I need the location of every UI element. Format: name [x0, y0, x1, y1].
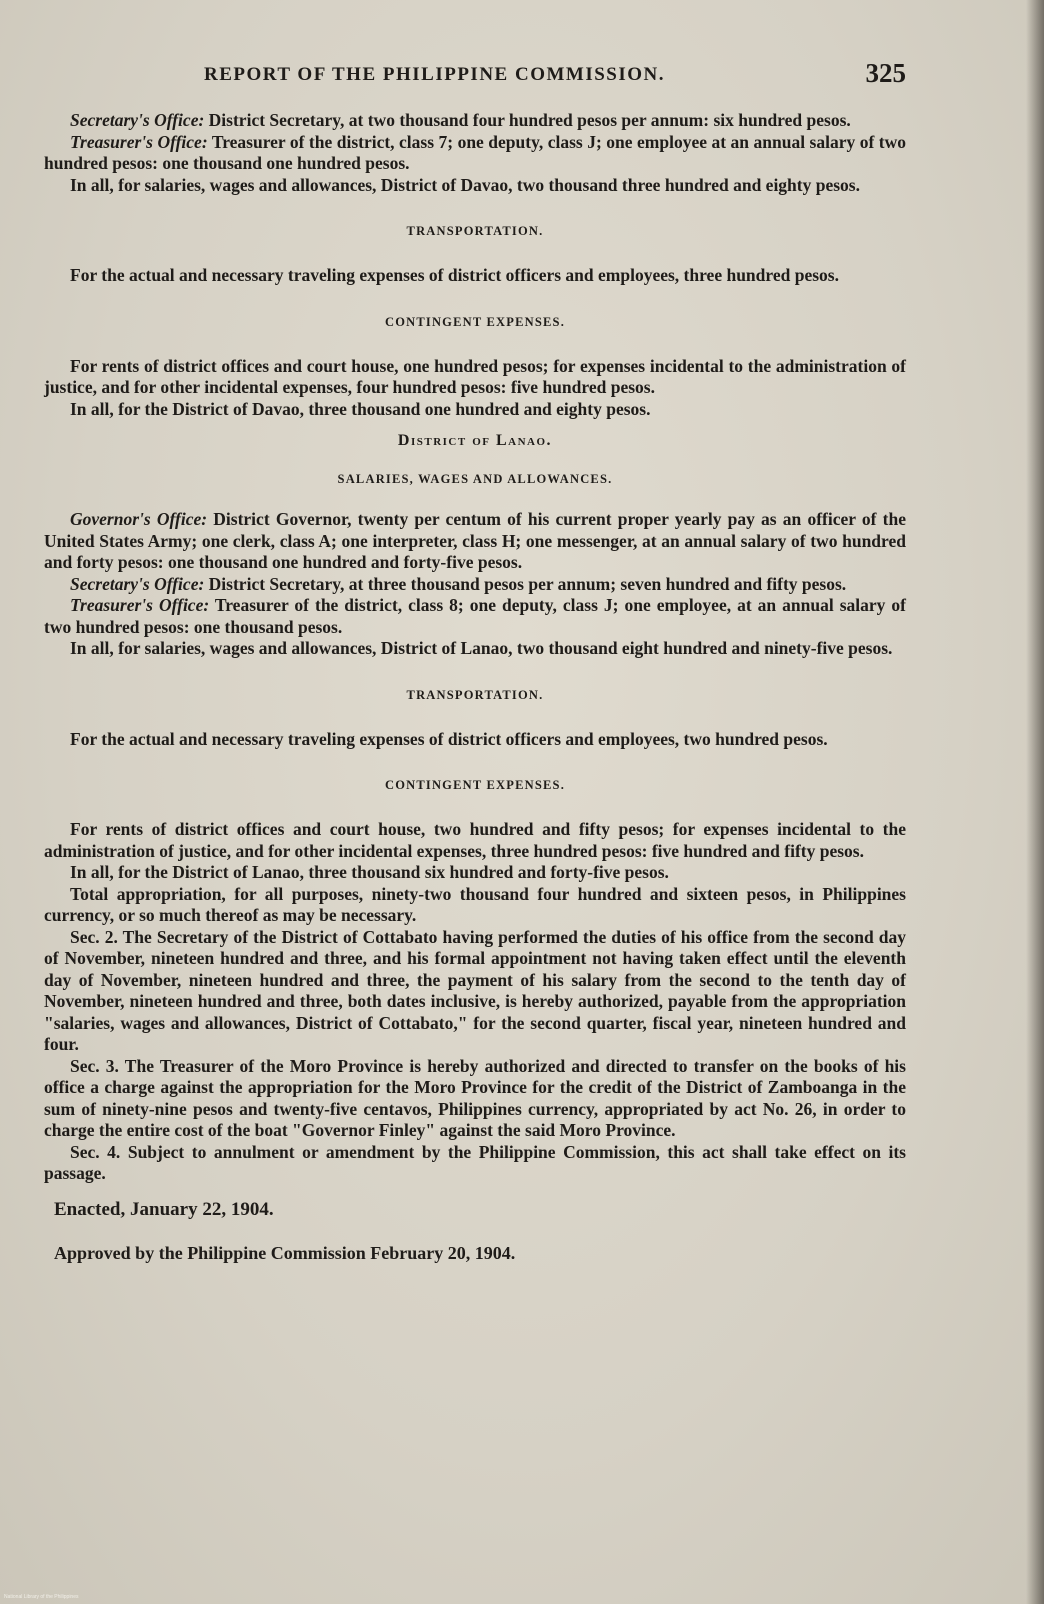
davao-treasurer-paragraph [44, 132, 906, 175]
page-edge-shadow [1026, 0, 1044, 1604]
lanao-transportation-paragraph: For the actual and necessary traveling expenses of district officers and employees, two hundred pesos. [70, 728, 828, 749]
lanao-governor-paragraph [44, 509, 906, 574]
enacted-line: Enacted, January 22, 1904. [54, 1198, 274, 1220]
lanao-contingent-heading: CONTINGENT EXPENSES. [384, 778, 566, 792]
paragraph-text: The Treasurer of the Moro Province is hereby authorized and directed to transfer on the books of his office a charge against the appropriation for the Moro Province for the credit of the District of Zamboanga in the sum of ninety-nine pesos and twenty-five centavos, Philippines currency, appropriated by act No. 26, in order to charge the entire cost of the boat "Governor Finley" against the said Moro Province. [44, 1055, 906, 1140]
office-label: Secretary's Office: [70, 573, 205, 594]
scan-credit: National Library of the Philippines [4, 1594, 79, 1600]
page-content [44, 58, 906, 1264]
paragraph-text: Subject to annulment or amendment by the Philippine Commission, this act shall take effect on its passage. [44, 1141, 906, 1183]
office-label: Treasurer's Office: [70, 595, 210, 615]
paragraph-text: Treasurer of the district, class 8; one deputy, class J; one employee, at an annual salary of two hundred pesos: one thousand pesos. [44, 595, 906, 637]
paragraph-text: Treasurer of the district, class 7; one deputy, class J; one employee at an annual salary of two hundred pesos: one thousand one hundred pesos. [44, 131, 906, 173]
paragraph-text: District Secretary, at two thousand four hundred pesos per annum: six hundred pesos. [204, 110, 851, 130]
section-label: Sec. 4. [70, 1141, 121, 1162]
approved-line: Approved by the Philippine Commission February 20, 1904. [54, 1242, 516, 1263]
davao-salaries-total: In all, for salaries, wages and allowances, District of Davao, two thousand three hundred and eighty pesos. [70, 174, 860, 195]
running-head [44, 58, 906, 92]
davao-secretary-paragraph [44, 110, 906, 132]
davao-transportation-heading: TRANSPORTATION. [406, 224, 544, 238]
paragraph-text: The Secretary of the District of Cottabato having performed the duties of his office from the second day of November, nineteen hundred and three, and his formal appointment not having taken effect until the eleventh day of November, nineteen hundred and three, the payment of his salary from the second to the tenth day of November, nineteen hundred and three, both dates inclusive, is hereby authorized, payable from the appropriation "salaries, wages and allowances, District of Cottabato," for the second quarter, fiscal year, nineteen hundred and four. [44, 926, 906, 1054]
lanao-district-heading: District of Lanao. [397, 432, 553, 449]
lanao-salaries-total: In all, for salaries, wages and allowances, District of Lanao, two thousand eight hundred and ninety-five pesos. [70, 638, 893, 658]
lanao-salaries-heading: SALARIES, WAGES AND ALLOWANCES. [337, 472, 613, 486]
running-title: REPORT OF THE PHILIPPINE COMMISSION. [204, 64, 666, 85]
office-label: Treasurer's Office: [70, 131, 208, 152]
section-label: Sec. 3. [70, 1055, 119, 1076]
total-appropriation-paragraph: Total appropriation, for all purposes, ninety-two thousand four hundred and sixteen pesos, in Philippines currency, or so much thereof as may be necessary. [44, 883, 906, 925]
section-4-paragraph [44, 1142, 906, 1185]
page-number: 325 [865, 58, 906, 88]
lanao-contingent-paragraph: For rents of district offices and court house, two hundred and fifty pesos; for expenses incidental to the administration of justice, and for other incidental expenses, three hundred pesos: five hundred and fifty pesos. [44, 819, 906, 861]
office-label: Secretary's Office: [70, 110, 205, 130]
lanao-secretary-paragraph [44, 574, 906, 596]
davao-contingent-heading: CONTINGENT EXPENSES. [384, 314, 566, 329]
davao-contingent-paragraph: For rents of district offices and court house, one hundred pesos; for expenses incidental to the administration of justice, and for other incidental expenses, four hundred pesos: five hundred pesos. [44, 355, 906, 397]
lanao-transportation-heading: TRANSPORTATION. [406, 687, 544, 702]
section-2-paragraph [44, 927, 906, 1056]
paragraph-text: District Secretary, at three thousand pesos per annum; seven hundred and fifty pesos. [204, 573, 847, 594]
section-3-paragraph [44, 1056, 906, 1142]
davao-district-total: In all, for the District of Davao, three thousand one hundred and eighty pesos. [70, 398, 651, 419]
office-label: Governor's Office: [70, 509, 208, 529]
lanao-treasurer-paragraph [44, 595, 906, 638]
section-label: Sec. 2. [70, 926, 118, 947]
lanao-district-total: In all, for the District of Lanao, three thousand six hundred and forty-five pesos. [70, 862, 669, 882]
paragraph-text: District Governor, twenty per centum of his current proper yearly pay as an officer of the United States Army; one clerk, class A; one interpreter, class H; one messenger, at an annual salary of two hundred and forty pesos: one thousand one hundred and forty-five pesos. [44, 509, 907, 572]
davao-transportation-paragraph: For the actual and necessary traveling expenses of district officers and employees, three hundred pesos. [70, 265, 839, 285]
